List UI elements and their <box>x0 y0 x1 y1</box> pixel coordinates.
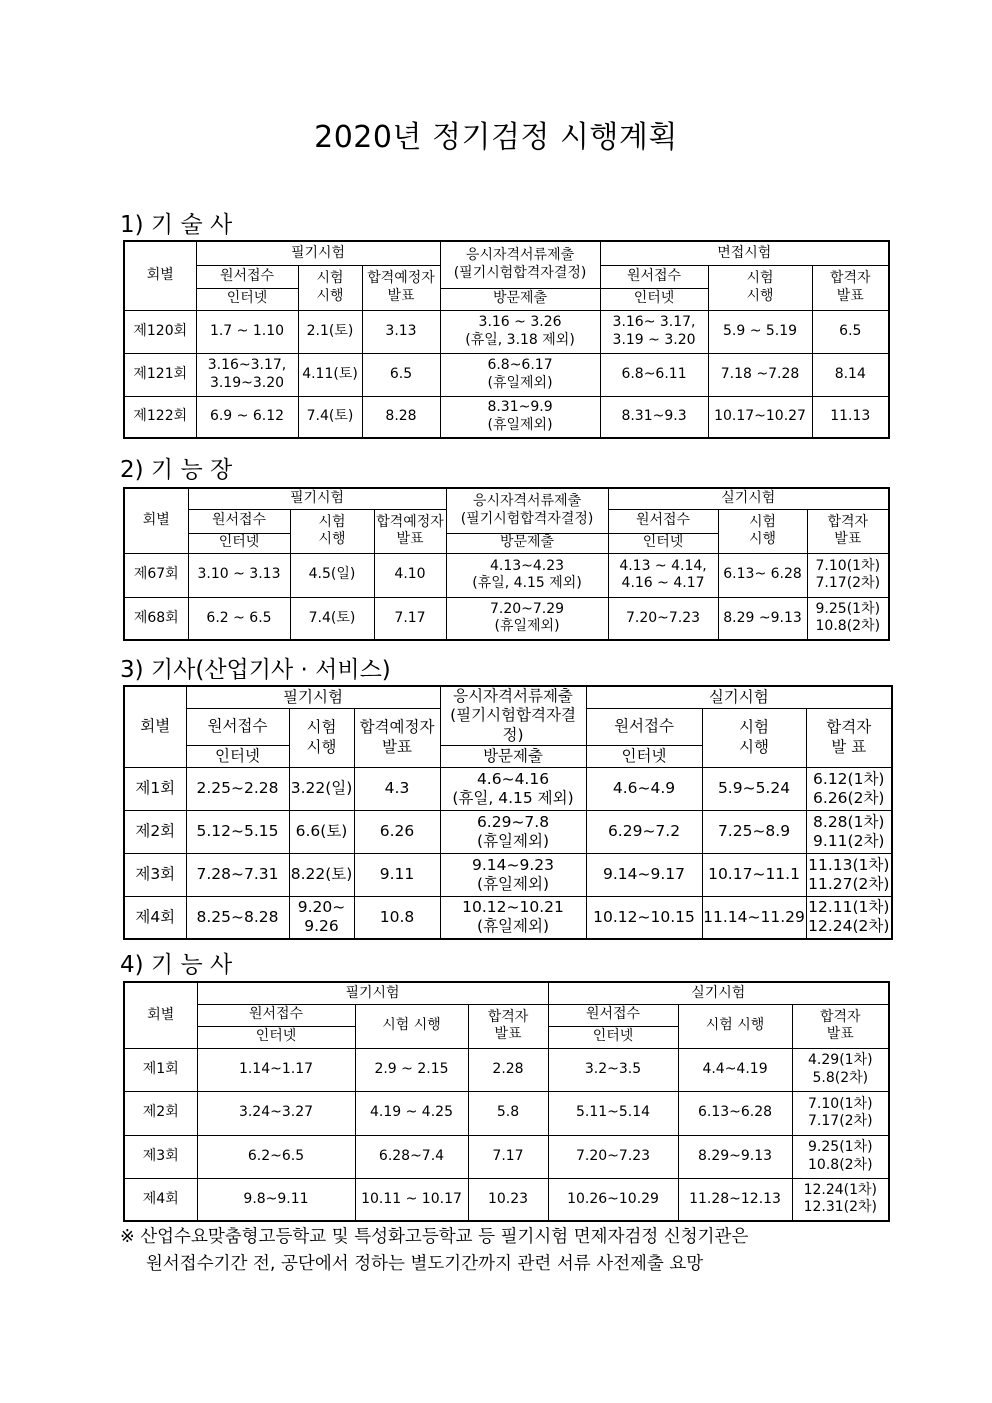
table-cell: 3.22(일) <box>289 768 354 811</box>
table-cell: 제2회 <box>124 1091 197 1135</box>
header-application: 원서접수 <box>196 265 298 288</box>
header-expected-announcement: 합격예정자 발표 <box>354 708 440 768</box>
table-cell: 6.2~6.5 <box>197 1135 355 1178</box>
table-cell: 2.9 ~ 2.15 <box>355 1048 468 1091</box>
header-visit-submission: 방문제출 <box>440 746 586 768</box>
table-cell: 제1회 <box>124 768 186 811</box>
table-cell: 제120회 <box>124 310 196 353</box>
table-cell: 5.12~5.15 <box>186 811 289 854</box>
table-cell: 7.17 <box>468 1135 548 1178</box>
table-cell: 4.19 ~ 4.25 <box>355 1091 468 1135</box>
header-internet: 인터넷 <box>196 288 298 310</box>
header-round: 회별 <box>124 241 196 310</box>
table-cell: 제4회 <box>124 1178 197 1221</box>
header-written-exam: 필기시험 <box>188 488 446 509</box>
table-cell: 10.12~10.21 (휴일제외) <box>440 897 586 939</box>
schedule-table-engineer <box>123 685 893 940</box>
table-cell: 9.14~9.17 <box>586 854 702 897</box>
table-row <box>124 1178 889 1221</box>
table-cell: 4.10 <box>374 553 446 597</box>
table-cell: 10.23 <box>468 1178 548 1221</box>
table-cell: 8.31~9.9 (휴일제외) <box>440 396 600 438</box>
table-cell: 4.13~4.23 (휴일, 4.15 제외) <box>446 553 608 597</box>
table-row <box>124 897 892 939</box>
table-cell: 제121회 <box>124 353 196 396</box>
table-cell: 9.25(1차) 10.8(2차) <box>792 1135 889 1178</box>
header-expected-announcement: 합격예정자 발표 <box>374 509 446 553</box>
section-heading-professional-engineer: 1) 기 술 사 <box>120 212 233 238</box>
header-expected-announcement: 합격예정자 발표 <box>362 265 440 310</box>
table-row <box>124 553 889 597</box>
footnote <box>120 1224 748 1278</box>
table-cell: 7.10(1차) 7.17(2차) <box>807 553 889 597</box>
table-cell: 6.2 ~ 6.5 <box>188 597 290 640</box>
table-cell: 4.4~4.19 <box>678 1048 792 1091</box>
header-application: 원서접수 <box>608 509 718 533</box>
table-cell: 9.8~9.11 <box>197 1178 355 1221</box>
table-cell: 7.17 <box>374 597 446 640</box>
header-exam-date: 시험 시행 <box>708 265 812 310</box>
header-written-exam: 필기시험 <box>186 686 440 708</box>
table-cell: 8.14 <box>812 353 889 396</box>
table-row <box>124 310 889 353</box>
table-cell: 10.11 ~ 10.17 <box>355 1178 468 1221</box>
table-cell: 제67회 <box>124 553 188 597</box>
table-cell: 4.3 <box>354 768 440 811</box>
table-cell: 7.4(토) <box>290 597 374 640</box>
table-cell: 7.18 ~7.28 <box>708 353 812 396</box>
header-application: 원서접수 <box>197 1004 355 1026</box>
table-cell: 11.28~12.13 <box>678 1178 792 1221</box>
table-cell: 6.5 <box>812 310 889 353</box>
header-internet: 인터넷 <box>600 288 708 310</box>
table-cell: 8.28(1차) 9.11(2차) <box>806 811 892 854</box>
header-practical-exam: 실기시험 <box>548 982 889 1004</box>
table-row <box>124 396 889 438</box>
table-cell: 4.11(토) <box>298 353 362 396</box>
table-cell: 6.13~6.28 <box>678 1091 792 1135</box>
header-internet: 인터넷 <box>608 533 718 553</box>
schedule-table-master-craftsman <box>123 487 890 641</box>
page-title: 2020년 정기검정 시행계획 <box>314 120 678 155</box>
table-cell: 7.4(토) <box>298 396 362 438</box>
table-cell: 2.1(토) <box>298 310 362 353</box>
table-cell: 11.13 <box>812 396 889 438</box>
table-cell: 4.6~4.16 (휴일, 4.15 제외) <box>440 768 586 811</box>
header-exam-date: 시험 시행 <box>290 509 374 553</box>
header-pass-announcement: 합격자 발 표 <box>806 708 892 768</box>
table-cell: 6.29~7.2 <box>586 811 702 854</box>
header-visit-submission: 방문제출 <box>440 288 600 310</box>
header-round: 회별 <box>124 488 188 553</box>
table-cell: 4.13 ~ 4.14, 4.16 ~ 4.17 <box>608 553 718 597</box>
table-row <box>124 811 892 854</box>
header-exam-date: 시험 시행 <box>718 509 807 553</box>
table-cell: 10.26~10.29 <box>548 1178 678 1221</box>
table-cell: 3.16~ 3.17, 3.19 ~ 3.20 <box>600 310 708 353</box>
table-row <box>124 768 892 811</box>
table-cell: 7.28~7.31 <box>186 854 289 897</box>
header-round: 회별 <box>124 686 186 768</box>
table-cell: 8.25~8.28 <box>186 897 289 939</box>
header-pass-announcement: 합격자 발표 <box>468 1004 548 1048</box>
table-cell: 6.26 <box>354 811 440 854</box>
header-application: 원서접수 <box>186 708 289 746</box>
header-round: 회별 <box>124 982 197 1048</box>
table-cell: 6.12(1차) 6.26(2차) <box>806 768 892 811</box>
table-cell: 1.7 ~ 1.10 <box>196 310 298 353</box>
table-cell: 10.17~11.1 <box>702 854 806 897</box>
schedule-table-professional-engineer <box>123 240 890 439</box>
table-cell: 6.9 ~ 6.12 <box>196 396 298 438</box>
header-internet: 인터넷 <box>548 1026 678 1048</box>
header-exam-date: 시험 시행 <box>289 708 354 768</box>
table-cell: 제4회 <box>124 897 186 939</box>
table-cell: 2.28 <box>468 1048 548 1091</box>
table-cell: 6.28~7.4 <box>355 1135 468 1178</box>
table-cell: 10.12~10.15 <box>586 897 702 939</box>
header-application: 원서접수 <box>188 509 290 533</box>
table-row <box>124 597 889 640</box>
table-cell: 9.11 <box>354 854 440 897</box>
header-internet: 인터넷 <box>197 1026 355 1048</box>
table-cell: 5.9 ~ 5.19 <box>708 310 812 353</box>
header-application: 원서접수 <box>586 708 702 746</box>
footnote-line-2: 원서접수기간 전, 공단에서 정하는 별도기간까지 관련 서류 사전제출 요망 <box>146 1254 704 1274</box>
table-cell: 8.29~9.13 <box>678 1135 792 1178</box>
table-row <box>124 353 889 396</box>
table-cell: 9.20~ 9.26 <box>289 897 354 939</box>
schedule-table-craftsman <box>123 981 890 1222</box>
table-cell: 4.29(1차) 5.8(2차) <box>792 1048 889 1091</box>
table-cell: 8.31~9.3 <box>600 396 708 438</box>
table-cell: 1.14~1.17 <box>197 1048 355 1091</box>
table-cell: 9.14~9.23 (휴일제외) <box>440 854 586 897</box>
table-cell: 제3회 <box>124 1135 197 1178</box>
table-cell: 5.8 <box>468 1091 548 1135</box>
table-cell: 7.20~7.29 (휴일제외) <box>446 597 608 640</box>
table-cell: 8.22(토) <box>289 854 354 897</box>
header-interview-exam: 면접시험 <box>600 241 889 265</box>
table-cell: 11.13(1차) 11.27(2차) <box>806 854 892 897</box>
header-document-submission: 응시자격서류제출 (필기시험합격자결정) <box>440 241 600 288</box>
header-practical-exam: 실기시험 <box>608 488 889 509</box>
table-cell: 6.5 <box>362 353 440 396</box>
table-cell: 7.25~8.9 <box>702 811 806 854</box>
table-row <box>124 1135 889 1178</box>
table-cell: 8.29 ~9.13 <box>718 597 807 640</box>
table-cell: 제1회 <box>124 1048 197 1091</box>
header-exam-date: 시험 시행 <box>678 1004 792 1048</box>
section-heading-master-craftsman: 2) 기 능 장 <box>120 457 233 483</box>
table-cell: 6.8~6.11 <box>600 353 708 396</box>
table-cell: 제68회 <box>124 597 188 640</box>
table-cell: 12.24(1차) 12.31(2차) <box>792 1178 889 1221</box>
table-cell: 3.16~3.17, 3.19~3.20 <box>196 353 298 396</box>
table-cell: 8.28 <box>362 396 440 438</box>
table-cell: 7.10(1차) 7.17(2차) <box>792 1091 889 1135</box>
header-pass-announcement: 합격자 발표 <box>812 265 889 310</box>
table-cell: 7.20~7.23 <box>608 597 718 640</box>
header-visit-submission: 방문제출 <box>446 533 608 553</box>
table-row <box>124 1091 889 1135</box>
header-written-exam: 필기시험 <box>197 982 548 1004</box>
table-row <box>124 854 892 897</box>
table-cell: 2.25~2.28 <box>186 768 289 811</box>
table-cell: 4.6~4.9 <box>586 768 702 811</box>
section-heading-engineer: 3) 기사(산업기사 · 서비스) <box>120 657 391 683</box>
header-document-submission: 응시자격서류제출 (필기시험합격자결정) <box>440 686 586 746</box>
table-cell: 제2회 <box>124 811 186 854</box>
table-cell: 3.10 ~ 3.13 <box>188 553 290 597</box>
table-cell: 3.16 ~ 3.26 (휴일, 3.18 제외) <box>440 310 600 353</box>
header-internet: 인터넷 <box>586 746 702 768</box>
table-cell: 7.20~7.23 <box>548 1135 678 1178</box>
table-cell: 3.13 <box>362 310 440 353</box>
header-internet: 인터넷 <box>186 746 289 768</box>
table-cell: 6.8~6.17 (휴일제외) <box>440 353 600 396</box>
table-cell: 12.11(1차) 12.24(2차) <box>806 897 892 939</box>
table-cell: 3.24~3.27 <box>197 1091 355 1135</box>
table-cell: 3.2~3.5 <box>548 1048 678 1091</box>
header-exam-date: 시험 시행 <box>298 265 362 310</box>
header-pass-announcement: 합격자 발표 <box>807 509 889 553</box>
header-application: 원서접수 <box>600 265 708 288</box>
table-cell: 6.13~ 6.28 <box>718 553 807 597</box>
header-exam-date: 시험 시행 <box>355 1004 468 1048</box>
header-exam-date: 시험 시행 <box>702 708 806 768</box>
header-application: 원서접수 <box>548 1004 678 1026</box>
table-cell: 5.11~5.14 <box>548 1091 678 1135</box>
header-practical-exam: 실기시험 <box>586 686 892 708</box>
header-pass-announcement: 합격자 발표 <box>792 1004 889 1048</box>
table-cell: 10.8 <box>354 897 440 939</box>
table-cell: 제3회 <box>124 854 186 897</box>
table-cell: 9.25(1차) 10.8(2차) <box>807 597 889 640</box>
footnote-line-1: ※ 산업수요맞춤형고등학교 및 특성화고등학교 등 필기시험 면제자검정 신청기관은 <box>120 1227 749 1247</box>
table-cell: 4.5(일) <box>290 553 374 597</box>
header-document-submission: 응시자격서류제출 (필기시험합격자결정) <box>446 488 608 533</box>
table-cell: 6.6(토) <box>289 811 354 854</box>
table-cell: 6.29~7.8 (휴일제외) <box>440 811 586 854</box>
table-cell: 제122회 <box>124 396 196 438</box>
section-heading-craftsman: 4) 기 능 사 <box>120 952 233 978</box>
table-cell: 11.14~11.29 <box>702 897 806 939</box>
header-internet: 인터넷 <box>188 533 290 553</box>
table-cell: 5.9~5.24 <box>702 768 806 811</box>
header-written-exam: 필기시험 <box>196 241 440 265</box>
table-row <box>124 1048 889 1091</box>
table-cell: 10.17~10.27 <box>708 396 812 438</box>
